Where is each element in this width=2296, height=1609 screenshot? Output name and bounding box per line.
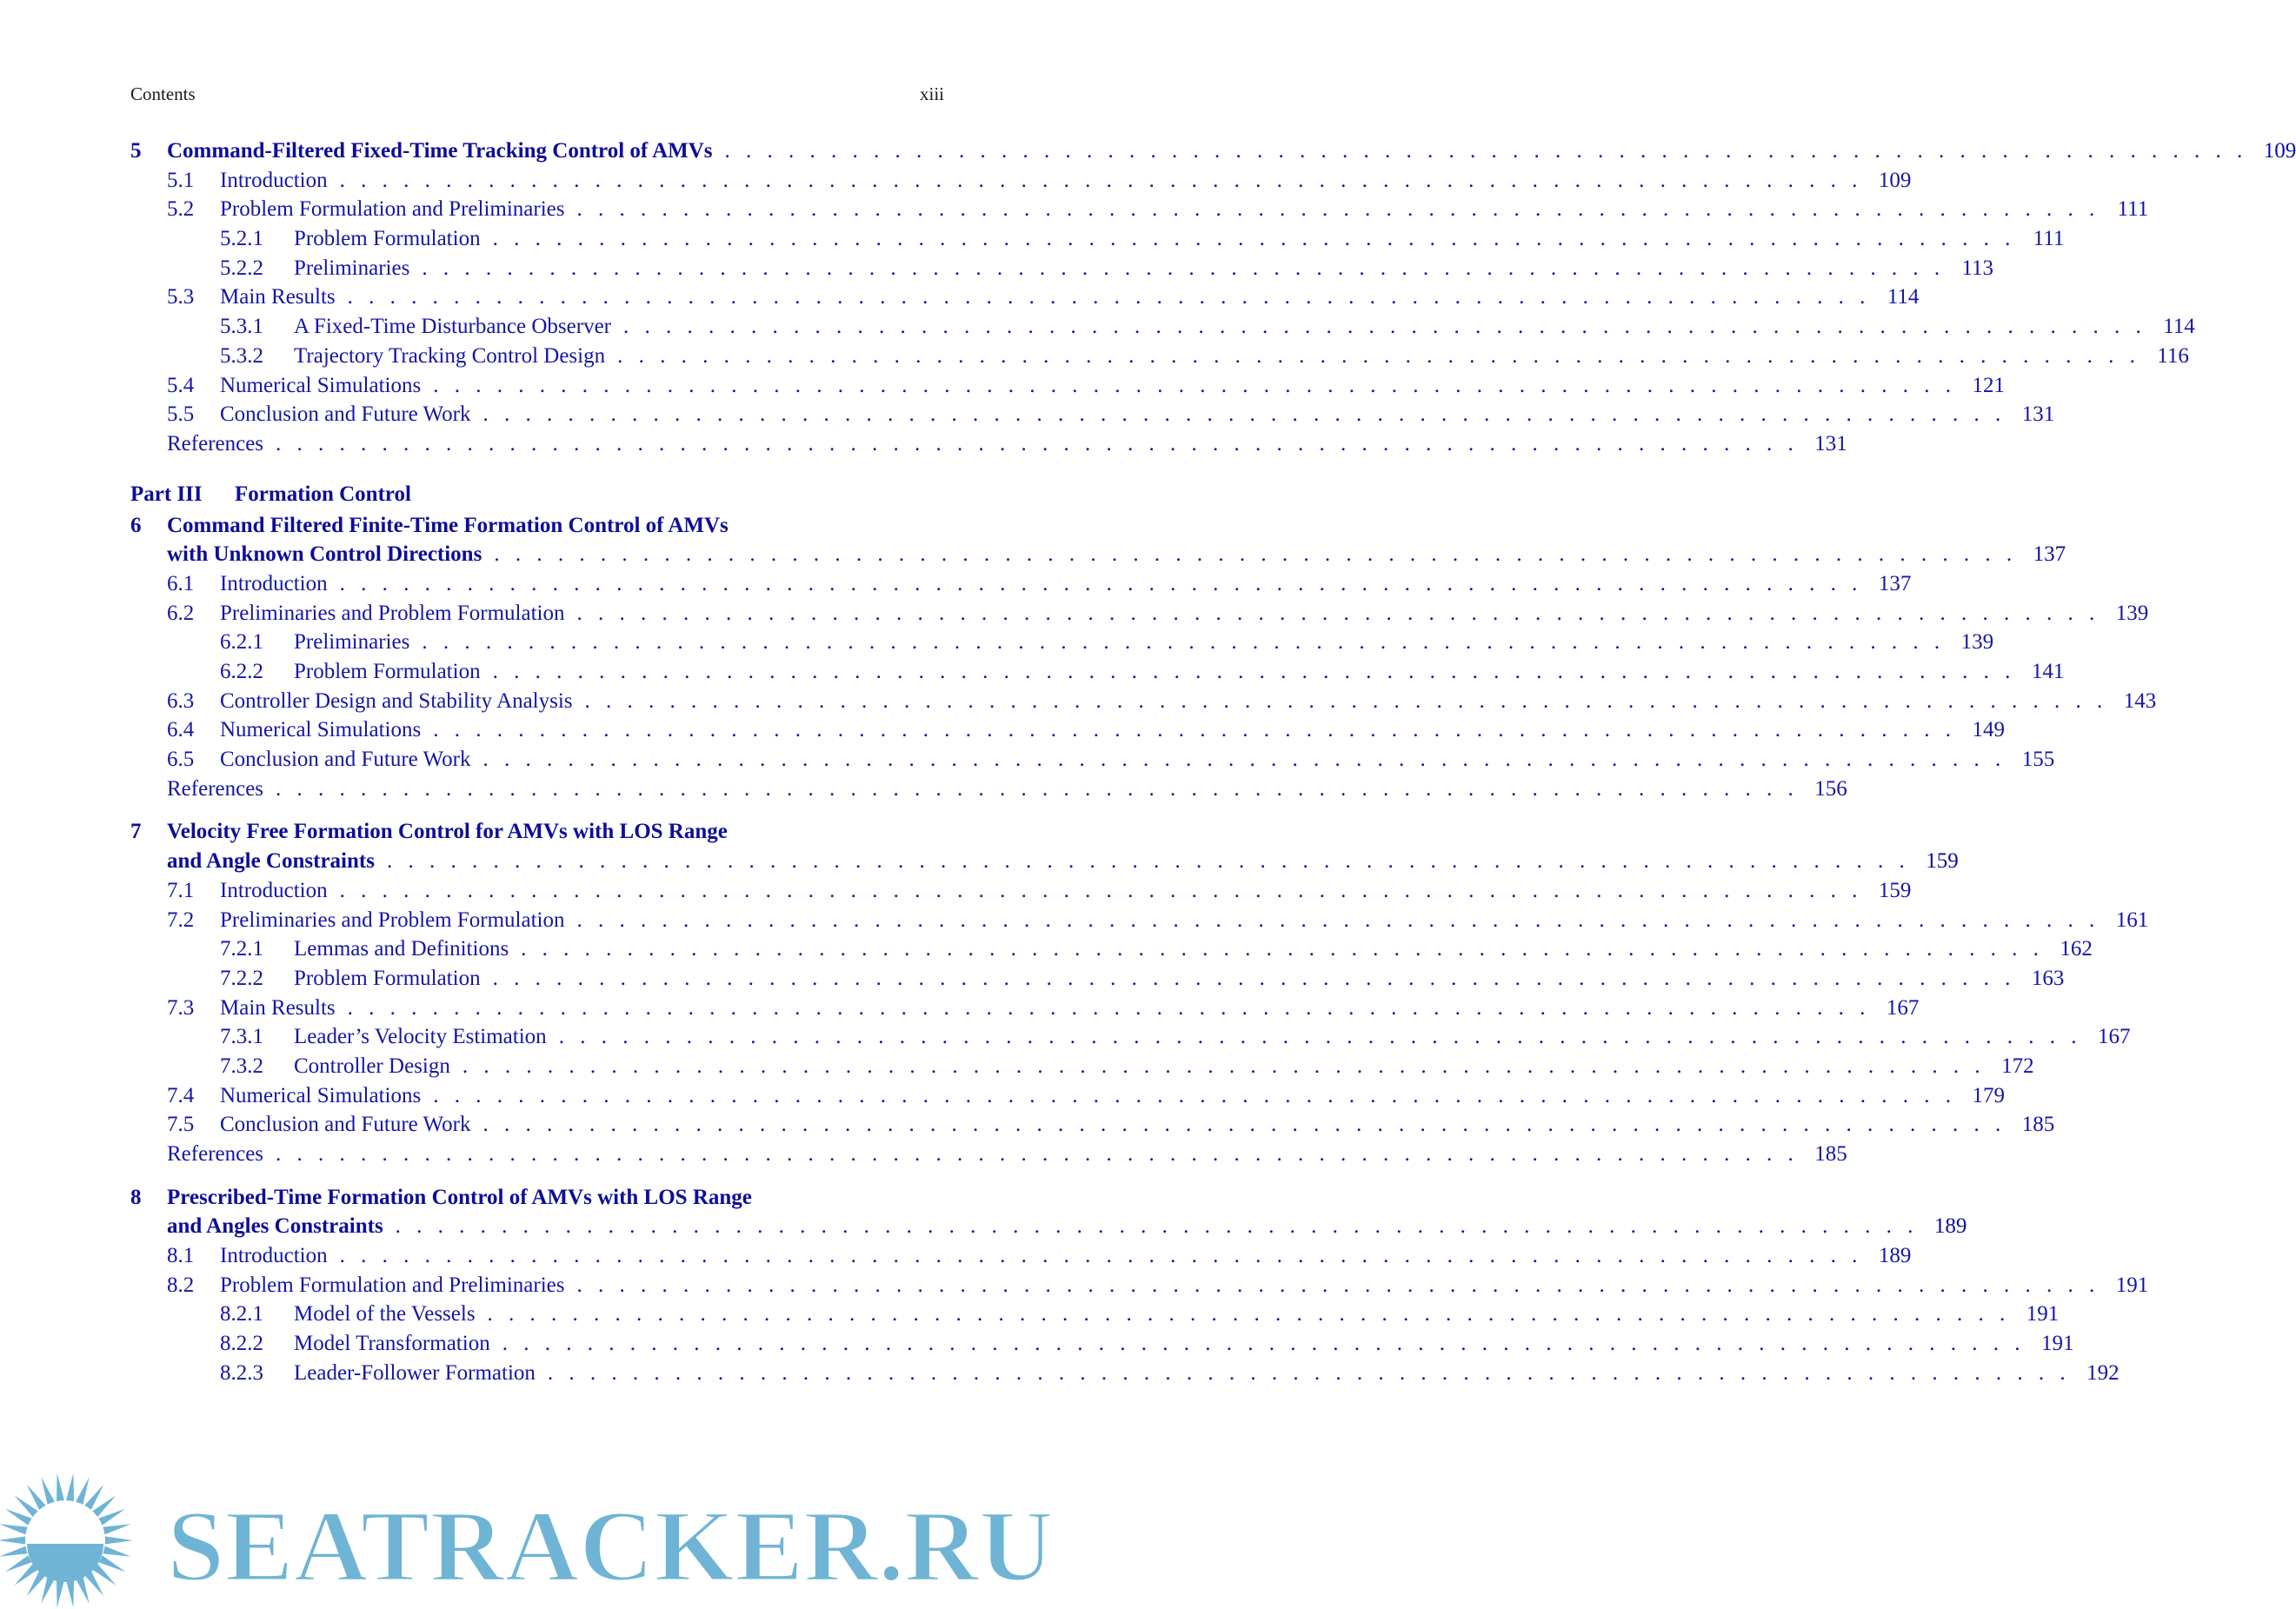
entry-number: 7.3.2	[220, 1054, 263, 1078]
entry-title: Conclusion and Future Work	[220, 1113, 471, 1137]
entry-page: 189	[1878, 1244, 1912, 1268]
entry-page: 116	[2157, 343, 2189, 368]
entry-title: Problem Formulation	[294, 966, 481, 990]
entry-title: Introduction	[220, 168, 328, 192]
entry-title: Problem Formulation and Preliminaries	[220, 197, 565, 222]
entry-number: 5.2	[167, 197, 195, 222]
toc-chapter[interactable]	[130, 820, 944, 849]
entry-page: 141	[2031, 660, 2065, 683]
entry-title-continuation: and Angle Constraints	[167, 849, 375, 874]
leader-dots: . . . . . . . . . . . . . . . . . . . . . . . . . . . . . . . . . . . . . . . . . . . . . . . . . . . . . . . . . . . . . . . . . . . . . . . .	[339, 878, 1863, 902]
header-section-title: Contents	[130, 83, 196, 104]
toc-section[interactable]	[130, 571, 1912, 602]
leader-dots: . . . . . . . . . . . . . . . . . . . . . . . . . . . . . . . . . . . . . . . . . . . . . . . . . . . . . . . . . . . . . . . . . . . . . . . .	[576, 601, 2100, 625]
leader-dots: . . . . . . . . . . . . . . . . . . . . . . . . . . . . . . . . . . . . . . . . . . . . . . . . . . . . . . . . . . . . . . . . . . . . . . . .	[433, 1083, 1956, 1107]
entry-page: 111	[2117, 197, 2149, 222]
leader-dots: . . . . . . . . . . . . . . . . . . . . . . . . . . . . . . . . . . . . . . . . . . . . . . . . . . . . . . . . . . . . . . . . . . . . . . . .	[482, 1113, 2007, 1137]
toc-subsection[interactable]	[130, 1360, 2120, 1391]
entry-number: 8.2.3	[220, 1360, 263, 1385]
toc-chapter-continuation[interactable]	[130, 542, 2066, 572]
entry-title: Problem Formulation and Preliminaries	[220, 1273, 565, 1297]
entry-page: 139	[1960, 630, 1994, 655]
entry-title: Introduction	[220, 571, 328, 595]
toc-section[interactable]	[130, 168, 1912, 198]
entry-number: 6.4	[167, 718, 195, 742]
entry-page: 161	[2115, 908, 2149, 932]
entry-title: Conclusion and Future Work	[220, 402, 471, 427]
entry-page: 137	[2033, 542, 2066, 567]
toc-chapter[interactable]	[130, 139, 2296, 169]
leader-dots: . . . . . . . . . . . . . . . . . . . . . . . . . . . . . . . . . . . . . . . . . . . . . . . . . . . . . . . . . . . . . . . . . . . . . . . .	[339, 168, 1863, 192]
entry-number: 6.2	[167, 601, 195, 625]
leader-dots: . . . . . . . . . . . . . . . . . . . . . . . . . . . . . . . . . . . . . . . . . . . . . . . . . . . . . . . . . . . . . . . . . . . . . . . .	[276, 431, 1799, 455]
entry-number: 7.2	[167, 908, 195, 932]
leader-dots: . . . . . . . . . . . . . . . . . . . . . . . . . . . . . . . . . . . . . . . . . . . . . . . . . . . . . . . . . . . . . . . . . . . . . . . .	[482, 402, 2007, 427]
entry-page: 111	[2033, 227, 2065, 251]
entry-number: 5.5	[167, 402, 195, 427]
entry-page: 114	[2163, 315, 2195, 339]
toc-section[interactable]	[130, 197, 2149, 227]
part-heading[interactable]	[130, 475, 944, 514]
leader-dots: . . . . . . . . . . . . . . . . . . . . . . . . . . . . . . . . . . . . . . . . . . . . . . . . . . . . . . . . . . . . . . . . . . . . . . . .	[386, 849, 1910, 874]
leader-dots: . . . . . . . . . . . . . . . . . . . . . . . . . . . . . . . . . . . . . . . . . . . . . . . . . . . . . . . . . . . . . . . . . . . . . . . .	[339, 571, 1863, 595]
toc-subsection[interactable]	[130, 1054, 2034, 1084]
entry-page: 156	[1814, 776, 1847, 801]
entry-page: 167	[1886, 995, 1920, 1020]
toc-section[interactable]	[130, 601, 2149, 631]
entry-page: 159	[1878, 878, 1912, 902]
entry-title: Prescribed-Time Formation Control of AMVs with LOS Range	[167, 1185, 752, 1209]
leader-dots: . . . . . . . . . . . . . . . . . . . . . . . . . . . . . . . . . . . . . . . . . . . . . . . . . . . . . . . . . . . . . . . . . . . . . . . .	[558, 1025, 2082, 1049]
entry-number: 6.2.1	[220, 630, 263, 655]
leader-dots: . . . . . . . . . . . . . . . . . . . . . . . . . . . . . . . . . . . . . . . . . . . . . . . . . . . . . . . . . . . . . . . . . . . . . . . .	[276, 776, 1799, 801]
leader-dots: . . . . . . . . . . . . . . . . . . . . . . . . . . . . . . . . . . . . . . . . . . . . . . . . . . . . . . . . . . . . . . . . . . . . . . . .	[576, 908, 2100, 932]
entry-number: 8.2.1	[220, 1302, 263, 1326]
leader-dots: . . . . . . . . . . . . . . . . . . . . . . . . . . . . . . . . . . . . . . . . . . . . . . . . . . . . . . . . . . . . . . . . . . . . . . . .	[422, 256, 1946, 280]
toc-subsection[interactable]	[130, 256, 1994, 286]
entry-title: Command-Filtered Fixed-Time Tracking Control of AMVs	[167, 139, 713, 163]
entry-page: 185	[1814, 1142, 1847, 1166]
entry-number: 7.3	[167, 995, 195, 1020]
entry-title: Controller Design and Stability Analysis	[220, 688, 573, 713]
leader-dots: . . . . . . . . . . . . . . . . . . . . . . . . . . . . . . . . . . . . . . . . . . . . . . . . . . . . . . . . . . . . . . . . . . . . . . . .	[487, 1302, 2011, 1326]
entry-title-continuation: with Unknown Control Directions	[167, 542, 482, 567]
entry-title: Main Results	[220, 285, 336, 309]
entry-title: Introduction	[220, 1244, 328, 1268]
entry-title: References	[167, 431, 264, 455]
entry-title: Leader-Follower Formation	[294, 1360, 536, 1385]
entry-title: Preliminaries	[294, 630, 410, 655]
entry-number: 6.3	[167, 688, 195, 713]
entry-number: 7.5	[167, 1113, 195, 1137]
entry-page: 191	[2040, 1332, 2074, 1356]
entry-title: Problem Formulation	[294, 660, 481, 683]
entry-number: 5.3.1	[220, 315, 263, 339]
entry-number: 7.2.1	[220, 937, 263, 961]
entry-title: Introduction	[220, 878, 328, 902]
leader-dots: . . . . . . . . . . . . . . . . . . . . . . . . . . . . . . . . . . . . . . . . . . . . . . . . . . . . . . . . . . . . . . . . . . . . . . . .	[433, 373, 1956, 397]
toc-chapter-continuation[interactable]	[130, 849, 1959, 879]
entry-page: 189	[1933, 1214, 1967, 1239]
toc-subsection[interactable]	[130, 227, 2065, 256]
toc-references[interactable]	[130, 776, 1847, 807]
entry-page: 143	[2123, 688, 2157, 713]
leader-dots: . . . . . . . . . . . . . . . . . . . . . . . . . . . . . . . . . . . . . . . . . . . . . . . . . . . . . . . . . . . . . . . . . . . . . . . .	[347, 995, 1871, 1020]
leader-dots: . . . . . . . . . . . . . . . . . . . . . . . . . . . . . . . . . . . . . . . . . . . . . . . . . . . . . . . . . . . . . . . . . . . . . . . .	[576, 1273, 2100, 1297]
entry-title: Model of the Vessels	[294, 1302, 476, 1326]
toc-subsection[interactable]	[130, 630, 1994, 660]
entry-title: Preliminaries and Problem Formulation	[220, 601, 565, 625]
entry-number: 6.2.2	[220, 660, 263, 683]
toc-section[interactable]	[130, 1113, 2055, 1142]
toc-section[interactable]	[130, 878, 1912, 908]
leader-dots: . . . . . . . . . . . . . . . . . . . . . . . . . . . . . . . . . . . . . . . . . . . . . . . . . . . . . . . . . . . . . . . . . . . . . . . .	[547, 1360, 2071, 1385]
entry-number: 7.4	[167, 1083, 195, 1107]
toc-section[interactable]	[130, 373, 2005, 403]
toc-subsection[interactable]	[130, 315, 2195, 344]
toc-chapter[interactable]	[130, 514, 944, 543]
table-of-contents	[130, 139, 2296, 1391]
toc-references[interactable]	[130, 431, 1847, 462]
entry-number: 8.1	[167, 1244, 195, 1268]
leader-dots: . . . . . . . . . . . . . . . . . . . . . . . . . . . . . . . . . . . . . . . . . . . . . . . . . . . . . . . . . . . . . . . . . . . . . . . .	[623, 315, 2146, 339]
leader-dots: . . . . . . . . . . . . . . . . . . . . . . . . . . . . . . . . . . . . . . . . . . . . . . . . . . . . . . . . . . . . . . . . . . . . . . . .	[494, 542, 2018, 567]
toc-section[interactable]	[130, 1083, 2005, 1114]
watermark-logo	[0, 1469, 1061, 1608]
entry-title: Main Results	[220, 995, 336, 1020]
leader-dots: . . . . . . . . . . . . . . . . . . . . . . . . . . . . . . . . . . . . . . . . . . . . . . . . . . . . . . . . . . . . . . . . . . . . . . . .	[584, 688, 2108, 713]
entry-page: 191	[2115, 1273, 2149, 1297]
entry-page: 163	[2031, 966, 2065, 990]
entry-title: Controller Design	[294, 1054, 450, 1078]
entry-title: Command Filtered Finite-Time Formation Control of AMVs	[167, 513, 729, 537]
toc-subsection[interactable]	[130, 1332, 2074, 1361]
toc-subsection[interactable]	[130, 1302, 2060, 1332]
entry-title: Lemmas and Definitions	[294, 937, 509, 961]
leader-dots: . . . . . . . . . . . . . . . . . . . . . . . . . . . . . . . . . . . . . . . . . . . . . . . . . . . . . . . . . . . . . . . . . . . . . . . .	[347, 285, 1871, 309]
entry-number: 6.1	[167, 571, 195, 595]
leader-dots: . . . . . . . . . . . . . . . . . . . . . . . . . . . . . . . . . . . . . . . . . . . . . . . . . . . . . . . . . . . . . . . . . . . . . . . .	[339, 1244, 1863, 1268]
entry-page: 159	[1926, 849, 1959, 874]
entry-number: 5.2.2	[220, 256, 263, 280]
entry-title: Numerical Simulations	[220, 718, 422, 742]
toc-section[interactable]	[130, 285, 1920, 315]
entry-page: 137	[1878, 571, 1912, 595]
entry-title: References	[167, 776, 264, 801]
entry-page: 162	[2060, 937, 2093, 961]
entry-page: 155	[2021, 748, 2055, 772]
toc-section[interactable]	[130, 748, 2055, 777]
entry-number: 5.3	[167, 285, 195, 309]
leader-dots: . . . . . . . . . . . . . . . . . . . . . . . . . . . . . . . . . . . . . . . . . . . . . . . . . . . . . . . . . . . . . . . . . . . . . . . .	[576, 197, 2100, 222]
leader-dots: . . . . . . . . . . . . . . . . . . . . . . . . . . . . . . . . . . . . . . . . . . . . . . . . . . . . . . . . . . . . . . . . . . . . . . . .	[724, 139, 2248, 163]
entry-title: Model Transformation	[294, 1332, 490, 1356]
entry-number: 7	[130, 820, 142, 844]
entry-page: 114	[1887, 285, 1920, 309]
entry-title: Trajectory Tracking Control Design	[294, 343, 606, 368]
entry-number: 7.2.2	[220, 966, 263, 990]
toc-subsection[interactable]	[130, 343, 2189, 374]
entry-title: Preliminaries and Problem Formulation	[220, 908, 565, 932]
entry-page: 185	[2021, 1113, 2055, 1137]
entry-title: Numerical Simulations	[220, 373, 422, 397]
entry-number: 6.5	[167, 748, 195, 772]
entry-page: 139	[2115, 601, 2149, 625]
leader-dots: . . . . . . . . . . . . . . . . . . . . . . . . . . . . . . . . . . . . . . . . . . . . . . . . . . . . . . . . . . . . . . . . . . . . . . . .	[492, 660, 2016, 683]
entry-page: 172	[2001, 1054, 2034, 1078]
entry-number: 7.1	[167, 878, 195, 902]
watermark-text: SEATRACKER.RU	[167, 1489, 1054, 1603]
entry-number: 5.2.1	[220, 227, 263, 251]
entry-title: Numerical Simulations	[220, 1083, 422, 1107]
entry-page: 131	[1814, 431, 1847, 455]
leader-dots: . . . . . . . . . . . . . . . . . . . . . . . . . . . . . . . . . . . . . . . . . . . . . . . . . . . . . . . . . . . . . . . . . . . . . . . .	[521, 937, 2044, 961]
entry-page: 131	[2021, 402, 2055, 427]
leader-dots: . . . . . . . . . . . . . . . . . . . . . . . . . . . . . . . . . . . . . . . . . . . . . . . . . . . . . . . . . . . . . . . . . . . . . . . .	[276, 1142, 1799, 1166]
toc-section[interactable]	[130, 995, 1920, 1026]
toc-section[interactable]	[130, 718, 2005, 748]
toc-chapter-continuation[interactable]	[130, 1214, 1967, 1244]
entry-title: References	[167, 1142, 264, 1166]
toc-section[interactable]	[130, 1273, 2149, 1303]
running-header	[130, 83, 944, 105]
entry-number: 5.4	[167, 373, 195, 397]
leader-dots: . . . . . . . . . . . . . . . . . . . . . . . . . . . . . . . . . . . . . . . . . . . . . . . . . . . . . . . . . . . . . . . . . . . . . . . .	[462, 1054, 1986, 1078]
leader-dots: . . . . . . . . . . . . . . . . . . . . . . . . . . . . . . . . . . . . . . . . . . . . . . . . . . . . . . . . . . . . . . . . . . . . . . . .	[492, 966, 2016, 990]
toc-subsection[interactable]	[130, 937, 2093, 967]
entry-number: 6	[130, 513, 142, 537]
entry-page: 149	[1972, 718, 2005, 742]
entry-title: Velocity Free Formation Control for AMVs with LOS Range	[167, 820, 728, 844]
entry-title: Preliminaries	[294, 256, 410, 280]
entry-number: 8.2.2	[220, 1332, 263, 1356]
entry-page: 121	[1972, 373, 2005, 397]
entry-title: Leader’s Velocity Estimation	[294, 1025, 547, 1049]
toc-section[interactable]	[130, 402, 2055, 432]
entry-title: A Fixed-Time Disturbance Observer	[294, 315, 611, 339]
toc-references[interactable]	[130, 1142, 1847, 1172]
entry-page: 109	[2263, 139, 2296, 163]
toc-subsection[interactable]	[130, 660, 2065, 689]
toc-section[interactable]	[130, 908, 2149, 938]
leader-dots: . . . . . . . . . . . . . . . . . . . . . . . . . . . . . . . . . . . . . . . . . . . . . . . . . . . . . . . . . . . . . . . . . . . . . . . .	[422, 630, 1946, 655]
entry-page: 167	[2097, 1025, 2131, 1049]
entry-number: 8	[130, 1185, 142, 1209]
leader-dots: . . . . . . . . . . . . . . . . . . . . . . . . . . . . . . . . . . . . . . . . . . . . . . . . . . . . . . . . . . . . . . . . . . . . . . . .	[492, 227, 2016, 251]
entry-number: 8.2	[167, 1273, 195, 1297]
toc-chapter[interactable]	[130, 1186, 944, 1215]
toc-section[interactable]	[130, 688, 2157, 719]
part-label: Part III	[130, 482, 203, 506]
leader-dots: . . . . . . . . . . . . . . . . . . . . . . . . . . . . . . . . . . . . . . . . . . . . . . . . . . . . . . . . . . . . . . . . . . . . . . . .	[502, 1332, 2026, 1356]
toc-subsection[interactable]	[130, 1025, 2131, 1054]
leader-dots: . . . . . . . . . . . . . . . . . . . . . . . . . . . . . . . . . . . . . . . . . . . . . . . . . . . . . . . . . . . . . . . . . . . . . . . .	[617, 343, 2140, 368]
toc-subsection[interactable]	[130, 966, 2065, 996]
entry-title-continuation: and Angles Constraints	[167, 1214, 383, 1239]
entry-page: 191	[2026, 1302, 2060, 1326]
entry-title: Conclusion and Future Work	[220, 748, 471, 772]
part-title: Formation Control	[235, 482, 411, 506]
header-page-number: xiii	[919, 83, 944, 104]
entry-page: 192	[2086, 1360, 2120, 1385]
entry-number: 5.3.2	[220, 343, 263, 368]
leader-dots: . . . . . . . . . . . . . . . . . . . . . . . . . . . . . . . . . . . . . . . . . . . . . . . . . . . . . . . . . . . . . . . . . . . . . . . .	[433, 718, 1956, 742]
chapter-spacer	[130, 806, 944, 820]
entry-number: 5.1	[167, 168, 195, 192]
sunburst-icon	[0, 1473, 133, 1608]
entry-title: Problem Formulation	[294, 227, 481, 251]
entry-page: 113	[1961, 256, 1994, 280]
leader-dots: . . . . . . . . . . . . . . . . . . . . . . . . . . . . . . . . . . . . . . . . . . . . . . . . . . . . . . . . . . . . . . . . . . . . . . . .	[482, 748, 2007, 772]
leader-dots: . . . . . . . . . . . . . . . . . . . . . . . . . . . . . . . . . . . . . . . . . . . . . . . . . . . . . . . . . . . . . . . . . . . . . . . .	[395, 1214, 1919, 1239]
entry-number: 7.3.1	[220, 1025, 263, 1049]
chapter-spacer	[130, 1172, 944, 1186]
entry-page: 109	[1878, 168, 1912, 192]
entry-number: 5	[130, 139, 142, 163]
toc-section[interactable]	[130, 1244, 1912, 1273]
entry-page: 179	[1972, 1083, 2005, 1107]
